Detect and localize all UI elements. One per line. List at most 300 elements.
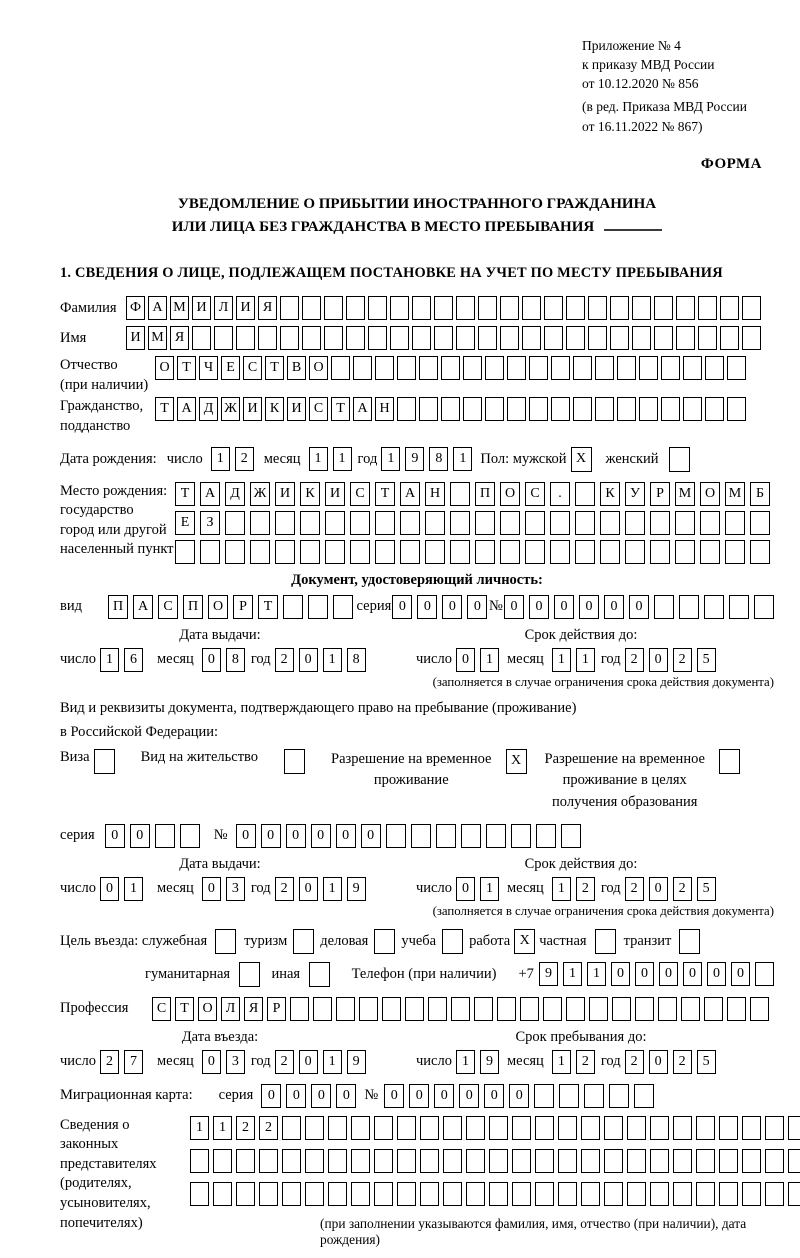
char-box[interactable]: Я: [258, 296, 277, 320]
purpose-official-checkbox[interactable]: [215, 929, 236, 954]
char-box[interactable]: [610, 326, 629, 350]
char-box[interactable]: [658, 997, 677, 1021]
char-box[interactable]: 0: [311, 1084, 331, 1108]
char-box[interactable]: [535, 1182, 554, 1206]
char-box[interactable]: [566, 326, 585, 350]
char-box[interactable]: Я: [244, 997, 263, 1021]
char-box[interactable]: 0: [299, 1050, 318, 1074]
char-box[interactable]: Т: [375, 482, 395, 506]
char-box[interactable]: [676, 326, 695, 350]
char-box[interactable]: 1: [124, 877, 143, 901]
char-box[interactable]: [336, 997, 355, 1021]
char-box[interactable]: И: [275, 482, 295, 506]
char-box[interactable]: [250, 540, 270, 564]
char-box[interactable]: 1: [587, 962, 606, 986]
char-box[interactable]: [525, 511, 545, 535]
char-box[interactable]: [258, 326, 277, 350]
char-box[interactable]: [765, 1116, 784, 1140]
char-box[interactable]: [727, 397, 746, 421]
char-box[interactable]: [627, 1149, 646, 1173]
char-box[interactable]: .: [550, 482, 570, 506]
char-box[interactable]: [522, 326, 541, 350]
char-box[interactable]: Р: [267, 997, 286, 1021]
char-box[interactable]: 0: [261, 1084, 281, 1108]
char-box[interactable]: [94, 749, 115, 774]
char-box[interactable]: [293, 929, 314, 954]
char-box[interactable]: 0: [392, 595, 412, 619]
char-box[interactable]: [788, 1182, 800, 1206]
char-box[interactable]: [463, 356, 482, 380]
char-box[interactable]: [725, 511, 745, 535]
phone-cells[interactable]: [539, 962, 774, 986]
char-box[interactable]: 0: [409, 1084, 429, 1108]
char-box[interactable]: [302, 326, 321, 350]
char-box[interactable]: 0: [456, 648, 475, 672]
char-box[interactable]: 1: [480, 877, 499, 901]
char-box[interactable]: [627, 1182, 646, 1206]
char-box[interactable]: [650, 1182, 669, 1206]
char-box[interactable]: 1: [323, 1050, 342, 1074]
char-box[interactable]: [450, 511, 470, 535]
char-box[interactable]: [681, 997, 700, 1021]
char-box[interactable]: П: [108, 595, 128, 619]
char-box[interactable]: [719, 1182, 738, 1206]
char-box[interactable]: 3: [226, 1050, 245, 1074]
purpose-work-checkbox[interactable]: [514, 929, 535, 954]
char-box[interactable]: [588, 326, 607, 350]
char-box[interactable]: [500, 296, 519, 320]
char-box[interactable]: 0: [105, 824, 125, 848]
char-box[interactable]: 0: [202, 1050, 221, 1074]
char-box[interactable]: [544, 296, 563, 320]
char-box[interactable]: С: [309, 397, 328, 421]
char-box[interactable]: [705, 397, 724, 421]
char-box[interactable]: [412, 296, 431, 320]
char-box[interactable]: [441, 397, 460, 421]
char-box[interactable]: 0: [554, 595, 574, 619]
char-box[interactable]: [679, 929, 700, 954]
char-box[interactable]: [719, 1116, 738, 1140]
char-box[interactable]: А: [200, 482, 220, 506]
char-box[interactable]: 1: [211, 447, 230, 471]
char-box[interactable]: У: [625, 482, 645, 506]
char-box[interactable]: [595, 356, 614, 380]
char-box[interactable]: [350, 511, 370, 535]
char-box[interactable]: [558, 1182, 577, 1206]
char-box[interactable]: [309, 962, 330, 987]
char-box[interactable]: 7: [124, 1050, 143, 1074]
char-box[interactable]: [609, 1084, 629, 1108]
char-box[interactable]: [604, 1182, 623, 1206]
char-box[interactable]: Н: [425, 482, 445, 506]
char-box[interactable]: [573, 356, 592, 380]
char-box[interactable]: [550, 511, 570, 535]
char-box[interactable]: 0: [611, 962, 630, 986]
char-box[interactable]: [300, 511, 320, 535]
char-box[interactable]: [300, 540, 320, 564]
char-box[interactable]: 2: [275, 877, 294, 901]
char-box[interactable]: [280, 326, 299, 350]
char-box[interactable]: [236, 326, 255, 350]
char-box[interactable]: 0: [649, 877, 668, 901]
char-box[interactable]: 0: [202, 648, 221, 672]
sex-female-checkbox[interactable]: [669, 447, 690, 472]
char-box[interactable]: [742, 1149, 761, 1173]
char-box[interactable]: [581, 1182, 600, 1206]
char-box[interactable]: [581, 1149, 600, 1173]
char-box[interactable]: 1: [480, 648, 499, 672]
char-box[interactable]: [155, 824, 175, 848]
char-box[interactable]: [742, 296, 761, 320]
char-box[interactable]: [225, 511, 245, 535]
char-box[interactable]: [190, 1149, 209, 1173]
char-box[interactable]: [305, 1182, 324, 1206]
char-box[interactable]: [575, 511, 595, 535]
char-box[interactable]: 0: [336, 1084, 356, 1108]
char-box[interactable]: 0: [434, 1084, 454, 1108]
char-box[interactable]: Ч: [199, 356, 218, 380]
char-box[interactable]: С: [158, 595, 178, 619]
char-box[interactable]: М: [148, 326, 167, 350]
char-box[interactable]: [442, 929, 463, 954]
char-box[interactable]: [535, 1149, 554, 1173]
char-box[interactable]: [650, 511, 670, 535]
char-box[interactable]: [581, 1116, 600, 1140]
char-box[interactable]: Т: [155, 397, 174, 421]
char-box[interactable]: [696, 1116, 715, 1140]
char-box[interactable]: [627, 1116, 646, 1140]
char-box[interactable]: 0: [299, 877, 318, 901]
char-box[interactable]: 2: [259, 1116, 278, 1140]
char-box[interactable]: 1: [552, 877, 571, 901]
char-box[interactable]: [280, 296, 299, 320]
char-box[interactable]: 0: [484, 1084, 504, 1108]
char-box[interactable]: [466, 1116, 485, 1140]
edu-permit-checkbox[interactable]: [719, 749, 740, 774]
char-box[interactable]: 5: [697, 877, 716, 901]
char-box[interactable]: Р: [650, 482, 670, 506]
char-box[interactable]: [600, 540, 620, 564]
char-box[interactable]: 0: [261, 824, 281, 848]
char-box[interactable]: [604, 1149, 623, 1173]
char-box[interactable]: [374, 1116, 393, 1140]
char-box[interactable]: О: [500, 482, 520, 506]
char-box[interactable]: [325, 511, 345, 535]
char-box[interactable]: [676, 296, 695, 320]
char-box[interactable]: [475, 511, 495, 535]
char-box[interactable]: [729, 595, 749, 619]
purpose-private-checkbox[interactable]: [595, 929, 616, 954]
char-box[interactable]: 1: [100, 648, 119, 672]
char-box[interactable]: 9: [480, 1050, 499, 1074]
char-box[interactable]: [259, 1149, 278, 1173]
char-box[interactable]: [654, 296, 673, 320]
char-box[interactable]: [704, 997, 723, 1021]
char-box[interactable]: 9: [539, 962, 558, 986]
char-box[interactable]: [635, 997, 654, 1021]
char-box[interactable]: 1: [190, 1116, 209, 1140]
char-box[interactable]: Е: [221, 356, 240, 380]
char-box[interactable]: [397, 356, 416, 380]
char-box[interactable]: Ф: [126, 296, 145, 320]
char-box[interactable]: [575, 482, 595, 506]
char-box[interactable]: И: [287, 397, 306, 421]
char-box[interactable]: Е: [175, 511, 195, 535]
char-box[interactable]: 2: [236, 1116, 255, 1140]
char-box[interactable]: [704, 595, 724, 619]
char-box[interactable]: [486, 824, 506, 848]
char-box[interactable]: [705, 356, 724, 380]
char-box[interactable]: [411, 824, 431, 848]
char-box[interactable]: [375, 540, 395, 564]
char-box[interactable]: [742, 1116, 761, 1140]
char-box[interactable]: Д: [225, 482, 245, 506]
char-box[interactable]: 0: [286, 824, 306, 848]
char-box[interactable]: К: [300, 482, 320, 506]
char-box[interactable]: 1: [456, 1050, 475, 1074]
char-box[interactable]: [333, 595, 353, 619]
char-box[interactable]: [324, 296, 343, 320]
char-box[interactable]: [420, 1116, 439, 1140]
char-box[interactable]: [696, 1149, 715, 1173]
purpose-business-checkbox[interactable]: [374, 929, 395, 954]
char-box[interactable]: [412, 326, 431, 350]
char-box[interactable]: 0: [529, 595, 549, 619]
char-box[interactable]: С: [525, 482, 545, 506]
char-box[interactable]: П: [475, 482, 495, 506]
char-box[interactable]: [441, 356, 460, 380]
char-box[interactable]: [368, 296, 387, 320]
char-box[interactable]: [489, 1182, 508, 1206]
char-box[interactable]: 1: [309, 447, 328, 471]
char-box[interactable]: [617, 397, 636, 421]
char-box[interactable]: 6: [124, 648, 143, 672]
char-box[interactable]: [742, 326, 761, 350]
char-box[interactable]: [390, 326, 409, 350]
char-box[interactable]: [500, 540, 520, 564]
char-box[interactable]: [520, 997, 539, 1021]
char-box[interactable]: 0: [509, 1084, 529, 1108]
char-box[interactable]: 0: [417, 595, 437, 619]
char-box[interactable]: [324, 326, 343, 350]
char-box[interactable]: [639, 397, 658, 421]
char-box[interactable]: 8: [429, 447, 448, 471]
char-box[interactable]: Т: [265, 356, 284, 380]
char-box[interactable]: [584, 1084, 604, 1108]
char-box[interactable]: [425, 540, 445, 564]
char-box[interactable]: 1: [552, 648, 571, 672]
char-box[interactable]: [461, 824, 481, 848]
char-box[interactable]: М: [725, 482, 745, 506]
char-box[interactable]: 2: [673, 648, 692, 672]
char-box[interactable]: 2: [673, 1050, 692, 1074]
char-box[interactable]: [353, 356, 372, 380]
char-box[interactable]: 0: [649, 648, 668, 672]
char-box[interactable]: [331, 356, 350, 380]
char-box[interactable]: 8: [226, 648, 245, 672]
char-box[interactable]: [397, 1182, 416, 1206]
char-box[interactable]: [190, 1182, 209, 1206]
char-box[interactable]: [214, 326, 233, 350]
char-box[interactable]: [450, 540, 470, 564]
char-box[interactable]: [485, 397, 504, 421]
char-box[interactable]: [512, 1116, 531, 1140]
char-box[interactable]: [466, 1182, 485, 1206]
char-box[interactable]: 0: [336, 824, 356, 848]
char-box[interactable]: Б: [750, 482, 770, 506]
char-box[interactable]: [788, 1149, 800, 1173]
char-box[interactable]: Т: [175, 482, 195, 506]
char-box[interactable]: А: [133, 595, 153, 619]
sex-male-checkbox[interactable]: [571, 447, 592, 472]
char-box[interactable]: [661, 356, 680, 380]
char-box[interactable]: О: [208, 595, 228, 619]
char-box[interactable]: Ж: [221, 397, 240, 421]
char-box[interactable]: П: [183, 595, 203, 619]
char-box[interactable]: [720, 296, 739, 320]
char-box[interactable]: [669, 447, 690, 472]
char-box[interactable]: [282, 1116, 301, 1140]
char-box[interactable]: З: [200, 511, 220, 535]
char-box[interactable]: [550, 540, 570, 564]
char-box[interactable]: [420, 1182, 439, 1206]
char-box[interactable]: [650, 1149, 669, 1173]
char-box[interactable]: [788, 1116, 800, 1140]
char-box[interactable]: [419, 397, 438, 421]
char-box[interactable]: [374, 1149, 393, 1173]
char-box[interactable]: [434, 296, 453, 320]
char-box[interactable]: [683, 397, 702, 421]
char-box[interactable]: О: [155, 356, 174, 380]
char-box[interactable]: [551, 397, 570, 421]
char-box[interactable]: [522, 296, 541, 320]
char-box[interactable]: [419, 356, 438, 380]
char-box[interactable]: 8: [347, 648, 366, 672]
char-box[interactable]: [359, 997, 378, 1021]
char-box[interactable]: [512, 1149, 531, 1173]
char-box[interactable]: [673, 1116, 692, 1140]
char-box[interactable]: [698, 326, 717, 350]
char-box[interactable]: [420, 1149, 439, 1173]
char-box[interactable]: 1: [563, 962, 582, 986]
char-box[interactable]: [700, 540, 720, 564]
char-box[interactable]: Р: [233, 595, 253, 619]
char-box[interactable]: [475, 540, 495, 564]
char-box[interactable]: 2: [275, 1050, 294, 1074]
char-box[interactable]: [213, 1149, 232, 1173]
char-box[interactable]: 2: [673, 877, 692, 901]
char-box[interactable]: [180, 824, 200, 848]
char-box[interactable]: [443, 1116, 462, 1140]
char-box[interactable]: И: [236, 296, 255, 320]
char-box[interactable]: 0: [459, 1084, 479, 1108]
char-box[interactable]: [283, 595, 303, 619]
char-box[interactable]: [200, 540, 220, 564]
char-box[interactable]: [750, 540, 770, 564]
char-box[interactable]: [282, 1149, 301, 1173]
char-box[interactable]: О: [198, 997, 217, 1021]
char-box[interactable]: 0: [731, 962, 750, 986]
char-box[interactable]: 2: [235, 447, 254, 471]
temp-permit-checkbox[interactable]: [506, 749, 527, 774]
char-box[interactable]: [374, 1182, 393, 1206]
char-box[interactable]: [351, 1182, 370, 1206]
char-box[interactable]: О: [700, 482, 720, 506]
char-box[interactable]: [375, 511, 395, 535]
char-box[interactable]: [632, 296, 651, 320]
char-box[interactable]: Н: [375, 397, 394, 421]
char-box[interactable]: [719, 1149, 738, 1173]
char-box[interactable]: [654, 326, 673, 350]
char-box[interactable]: [650, 540, 670, 564]
char-box[interactable]: 0: [311, 824, 331, 848]
char-box[interactable]: 1: [213, 1116, 232, 1140]
char-box[interactable]: 2: [625, 648, 644, 672]
char-box[interactable]: [397, 1149, 416, 1173]
char-box[interactable]: [443, 1149, 462, 1173]
char-box[interactable]: А: [353, 397, 372, 421]
char-box[interactable]: [654, 595, 674, 619]
char-box[interactable]: [561, 824, 581, 848]
char-box[interactable]: 0: [579, 595, 599, 619]
char-box[interactable]: 0: [604, 595, 624, 619]
char-box[interactable]: [575, 540, 595, 564]
char-box[interactable]: 0: [683, 962, 702, 986]
char-box[interactable]: [400, 511, 420, 535]
char-box[interactable]: [544, 326, 563, 350]
char-box[interactable]: [754, 595, 774, 619]
char-box[interactable]: [673, 1182, 692, 1206]
char-box[interactable]: 2: [576, 877, 595, 901]
char-box[interactable]: В: [287, 356, 306, 380]
char-box[interactable]: [474, 997, 493, 1021]
char-box[interactable]: 0: [635, 962, 654, 986]
char-box[interactable]: [558, 1149, 577, 1173]
purpose-tourism-checkbox[interactable]: [293, 929, 314, 954]
char-box[interactable]: И: [243, 397, 262, 421]
char-box[interactable]: [305, 1149, 324, 1173]
purpose-humanitarian-checkbox[interactable]: [239, 962, 260, 987]
char-box[interactable]: [639, 356, 658, 380]
char-box[interactable]: [405, 997, 424, 1021]
char-box[interactable]: [742, 1182, 761, 1206]
char-box[interactable]: [386, 824, 406, 848]
char-box[interactable]: [236, 1182, 255, 1206]
char-box[interactable]: [478, 326, 497, 350]
char-box[interactable]: 0: [202, 877, 221, 901]
char-box[interactable]: [650, 1116, 669, 1140]
char-box[interactable]: 0: [299, 648, 318, 672]
char-box[interactable]: О: [309, 356, 328, 380]
char-box[interactable]: [236, 1149, 255, 1173]
char-box[interactable]: 2: [576, 1050, 595, 1074]
char-box[interactable]: [351, 1116, 370, 1140]
char-box[interactable]: [725, 540, 745, 564]
char-box[interactable]: Л: [214, 296, 233, 320]
char-box[interactable]: 1: [333, 447, 352, 471]
char-box[interactable]: [328, 1116, 347, 1140]
char-box[interactable]: [507, 397, 526, 421]
char-box[interactable]: X: [514, 929, 535, 954]
char-box[interactable]: [765, 1182, 784, 1206]
char-box[interactable]: 1: [453, 447, 472, 471]
char-box[interactable]: [305, 1116, 324, 1140]
char-box[interactable]: М: [675, 482, 695, 506]
char-box[interactable]: [239, 962, 260, 987]
char-box[interactable]: 9: [405, 447, 424, 471]
char-box[interactable]: К: [265, 397, 284, 421]
char-box[interactable]: [679, 595, 699, 619]
